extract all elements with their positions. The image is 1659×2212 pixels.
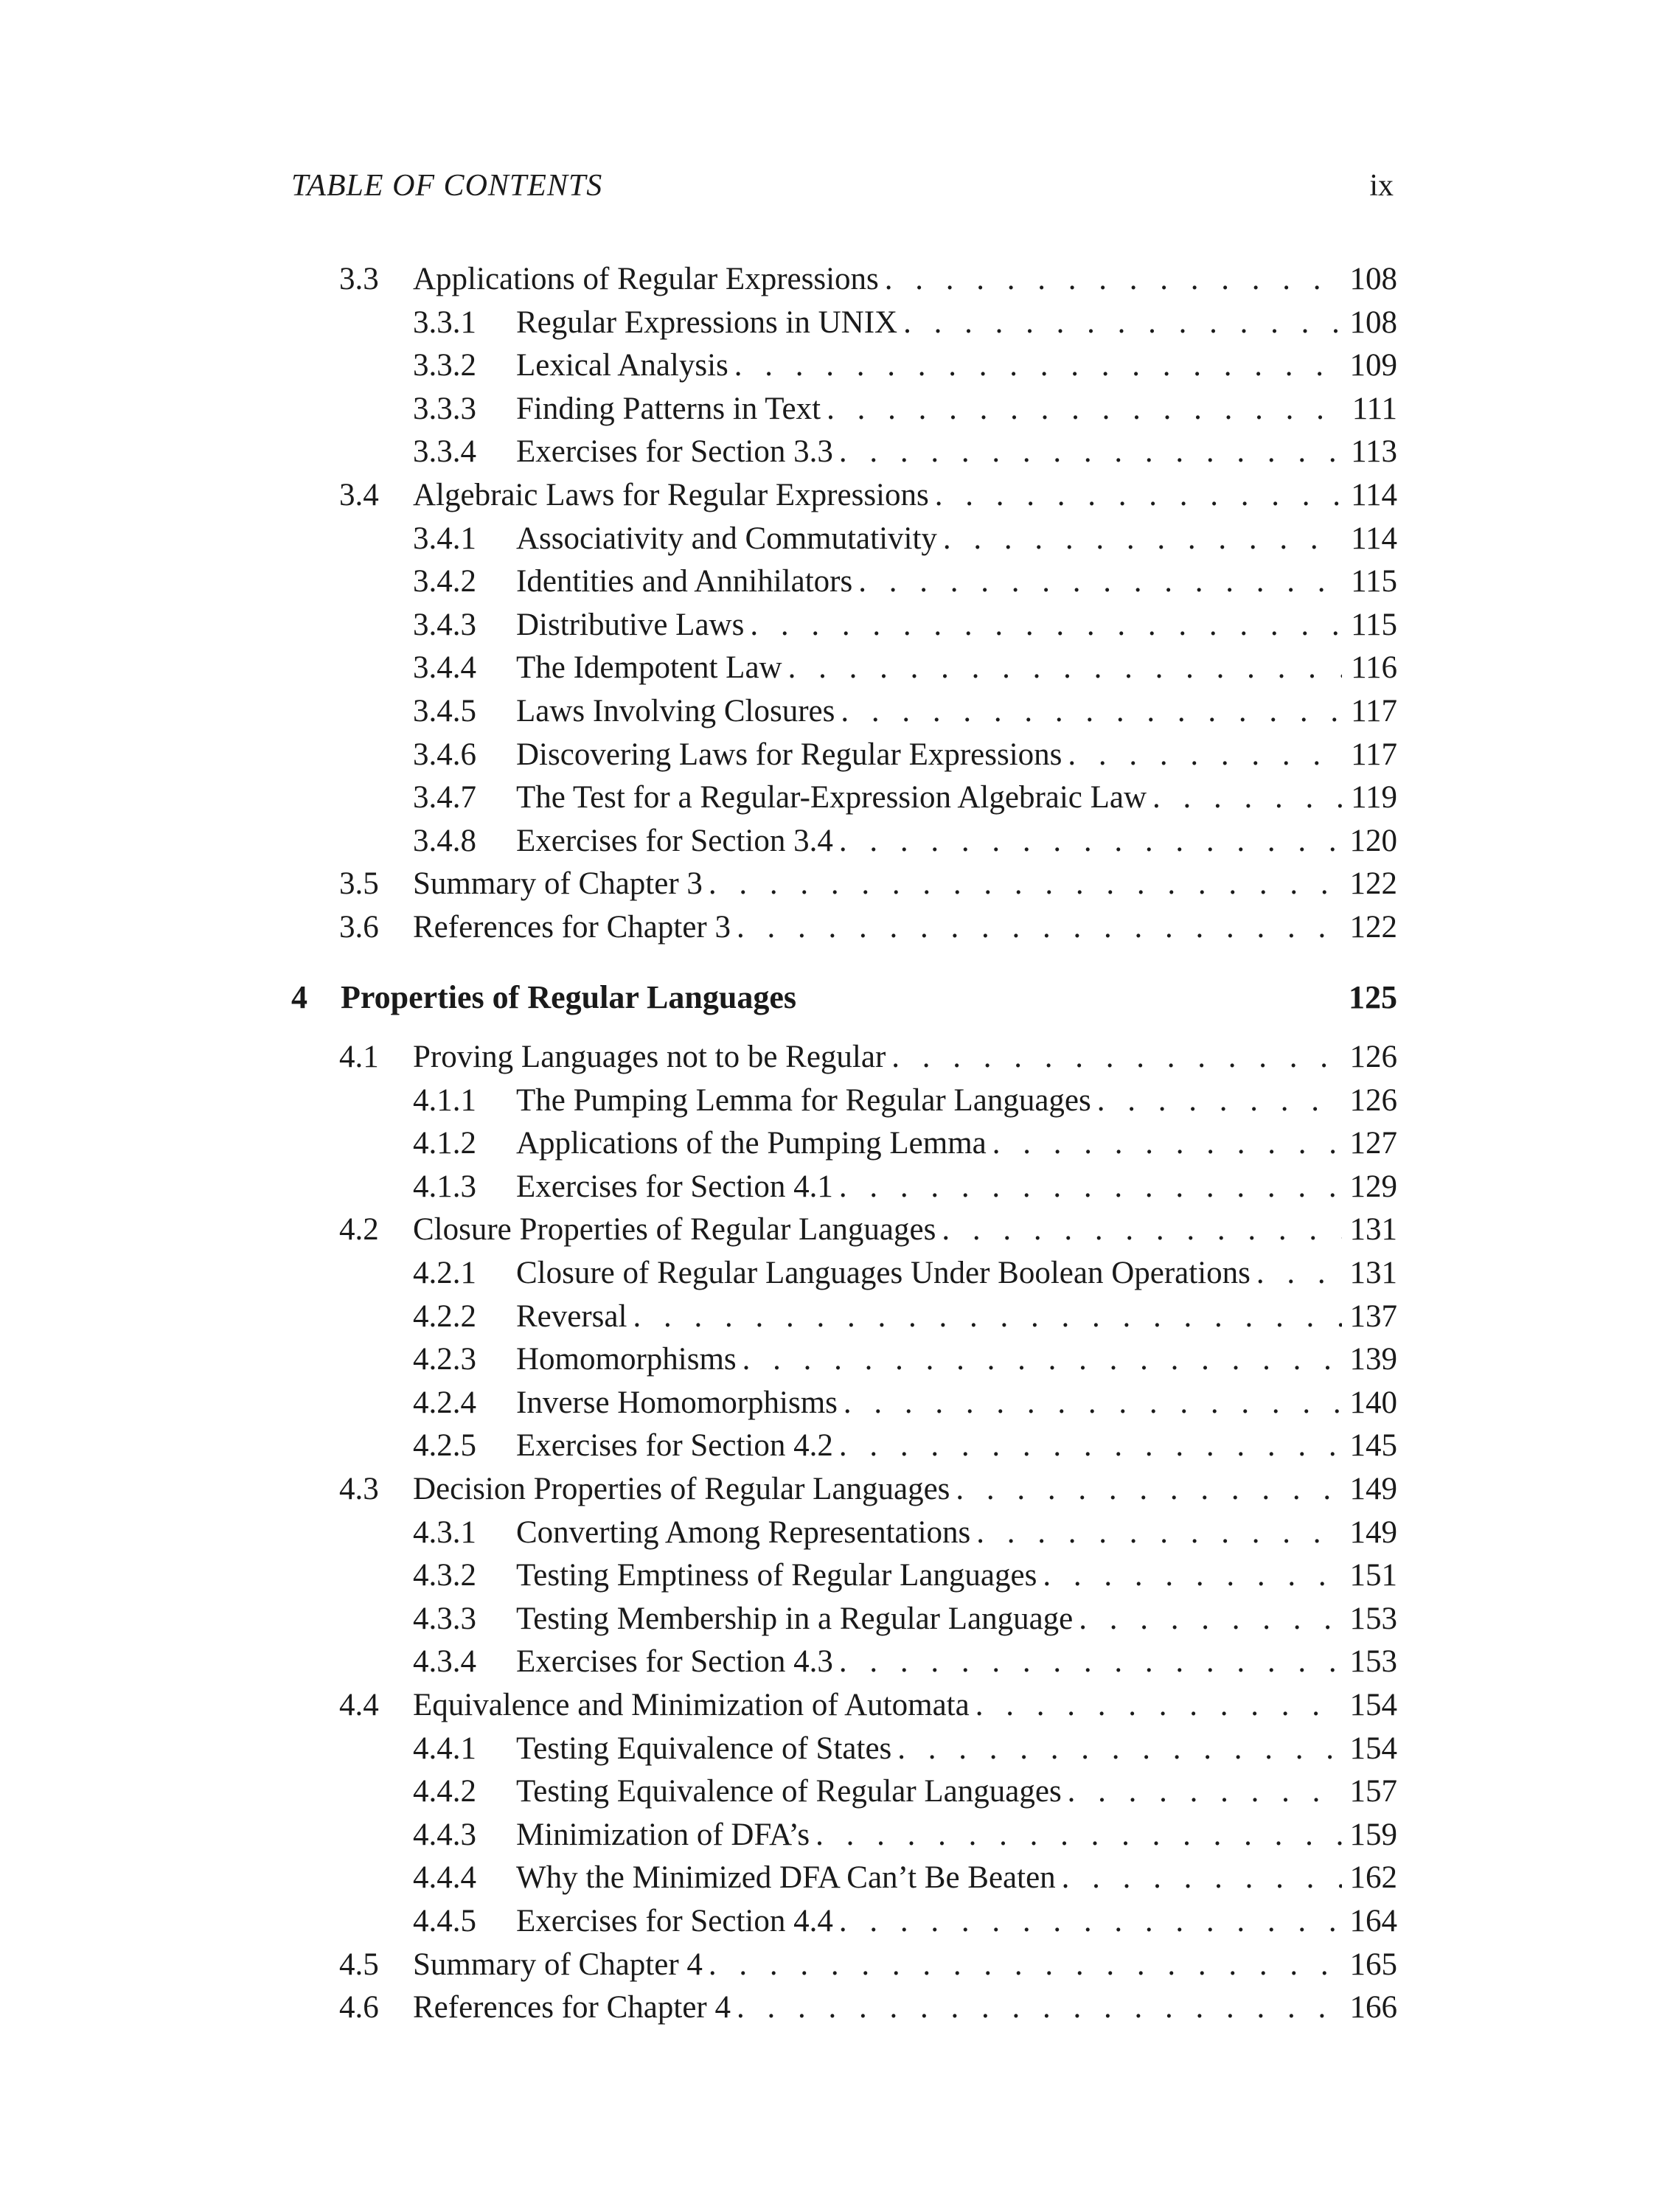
entry-title-line [516,1079,1342,1122]
running-header [291,168,1394,212]
entry-page: 154 [1349,1688,1397,1722]
toc-subsection-entry [0,1770,1659,1813]
entry-number: 4.2 [339,1212,379,1248]
entry-number: 3.5 [339,866,379,902]
dot-leader [833,431,1342,473]
entry-number: 3.4.2 [413,564,476,599]
entry-page: 108 [1349,262,1397,296]
entry-title: Laws Involving Closures [516,694,835,728]
dot-leader [970,1512,1342,1554]
entry-number: 4.3.2 [413,1558,476,1593]
entry-title-line [516,1814,1342,1857]
running-header-title: TABLE OF CONTENTS [291,169,603,203]
chapter-heading [0,975,1659,1020]
entry-number: 4.4.5 [413,1904,476,1938]
entry-title-line [516,1338,1342,1381]
entry-page: 131 [1349,1256,1397,1290]
toc-subsection-entry [0,518,1659,560]
entry-number: 4.4.1 [413,1731,476,1766]
toc-subsection-entry [0,388,1659,431]
entry-title-line [516,734,1342,776]
entry-number: 4.6 [339,1990,379,2025]
entry-title-line [413,1986,1342,2029]
entry-title: Algebraic Laws for Regular Expressions [413,478,929,512]
entry-page: 117 [1351,694,1397,728]
entry-title-line [516,1425,1342,1467]
dot-leader [886,1036,1342,1079]
toc-subsection-entry [0,1728,1659,1770]
entry-title-line [413,1684,1342,1727]
entry-title-line [413,1036,1342,1079]
entry-title-line [516,1512,1342,1554]
dot-leader [950,1468,1342,1511]
dot-leader [835,690,1342,733]
entry-number: 4.1 [339,1040,379,1074]
entry-title-line [516,604,1342,647]
toc-subsection-entry [0,1857,1659,1899]
entry-title: Applications of the Pumping Lemma [516,1126,987,1161]
toc-subsection-entry [0,431,1659,473]
toc-section-entry [0,906,1659,949]
entry-title: Minimization of DFA’s [516,1817,810,1852]
entry-number: 3.4.8 [413,823,476,858]
toc-section-entry [0,258,1659,301]
toc-subsection-entry [0,1900,1659,1943]
entry-page: 165 [1349,1947,1397,1982]
entry-number: 4.2.5 [413,1428,476,1464]
dot-leader [937,518,1342,560]
dot-leader [891,1728,1342,1770]
toc-subsection-entry [0,1598,1659,1641]
entry-title-line [516,302,1342,344]
toc-subsection-entry [0,1512,1659,1554]
entry-title-line [413,1468,1342,1511]
toc-subsection-entry [0,690,1659,733]
entry-title: Equivalence and Minimization of Automata [413,1688,970,1722]
entry-title-line [516,1641,1342,1683]
entry-title-line [516,776,1342,819]
entry-number: 4.3.3 [413,1601,476,1636]
entry-page: 114 [1351,478,1397,512]
entry-title-line [516,1295,1342,1338]
entry-page: 154 [1349,1731,1397,1766]
entry-title: References for Chapter 4 [413,1990,731,2025]
toc-subsection-entry [0,302,1659,344]
entry-title: Testing Equivalence of States [516,1731,892,1766]
entry-title: Distributive Laws [516,607,745,642]
entry-number: 3.4.1 [413,521,476,556]
entry-title: Closure of Regular Languages Under Boolean Operations [516,1256,1251,1290]
entry-title: Exercises for Section 4.2 [516,1428,833,1464]
entry-page: 162 [1349,1860,1397,1896]
page-number: ix [1369,169,1394,203]
entry-title-line [516,431,1342,473]
toc-section-entry [0,1036,1659,1079]
entry-title-line [516,1122,1342,1165]
entry-number: 4.3.1 [413,1514,476,1550]
entry-number: 3.4.6 [413,737,476,772]
entry-page: 151 [1349,1558,1397,1593]
entry-title-line [516,344,1342,387]
dot-leader [737,1338,1342,1381]
dot-leader [1073,1598,1342,1641]
entry-number: 4.2.4 [413,1385,476,1420]
entry-number: 3.3 [339,262,379,296]
entry-page: 166 [1349,1990,1397,2025]
dot-leader [970,1684,1342,1727]
dot-leader [936,1208,1342,1251]
entry-page: 126 [1349,1082,1397,1118]
entry-title-line [516,388,1342,431]
entry-number: 4.1.3 [413,1169,476,1204]
entry-title-line [516,1857,1342,1899]
entry-title-line [516,820,1342,863]
dot-leader [833,1641,1342,1683]
entry-title-line [516,1770,1342,1813]
entry-number: 4.5 [339,1947,379,1982]
entry-page: 129 [1349,1169,1397,1204]
entry-title: Why the Minimized DFA Can’t Be Beaten [516,1860,1056,1896]
entry-page: 114 [1351,521,1397,556]
entry-title: Testing Emptiness of Regular Languages [516,1558,1037,1593]
entry-title: Associativity and Commutativity [516,521,937,556]
entry-page: 122 [1349,910,1397,945]
dot-leader [897,302,1342,344]
entry-title: Proving Languages not to be Regular [413,1040,886,1074]
entry-title: Summary of Chapter 4 [413,1947,703,1982]
entry-page: 108 [1349,305,1397,340]
toc-subsection-entry [0,1382,1659,1425]
toc-subsection-entry [0,820,1659,863]
entry-title: Decision Properties of Regular Languages [413,1472,950,1506]
entry-title: Reversal [516,1298,627,1334]
toc-section-entry [0,1986,1659,2029]
entry-page: 145 [1349,1428,1397,1464]
entry-page: 131 [1349,1212,1397,1248]
dot-leader [1251,1252,1342,1295]
entry-title-line [413,474,1342,517]
dot-leader [929,474,1342,517]
dot-leader [879,258,1342,301]
toc-subsection-entry [0,604,1659,647]
entry-title: Inverse Homomorphisms [516,1385,838,1420]
dot-leader [731,906,1342,949]
entry-title-line [413,258,1342,301]
dot-leader [833,820,1342,863]
entry-page: 157 [1349,1774,1397,1809]
entry-page: 116 [1351,650,1397,686]
entry-page: 109 [1349,348,1397,383]
entry-number: 4.1.1 [413,1082,476,1118]
entry-page: 122 [1349,866,1397,902]
entry-title-line [413,863,1342,905]
toc-subsection-entry [0,1122,1659,1165]
entry-page: 149 [1349,1472,1397,1506]
dot-leader [627,1295,1342,1338]
toc-subsection-entry [0,776,1659,819]
entry-number: 4.4 [339,1688,379,1722]
dot-leader [833,1166,1342,1208]
toc-subsection-entry [0,734,1659,776]
entry-page: 153 [1349,1601,1397,1636]
dot-leader [838,1382,1342,1425]
chapter-number: 4 [291,979,307,1015]
entry-title: References for Chapter 3 [413,910,731,945]
entry-page: 115 [1351,607,1397,642]
dot-leader [782,647,1342,689]
entry-page: 126 [1349,1040,1397,1074]
entry-title: Discovering Laws for Regular Expressions [516,737,1062,772]
entry-page: 140 [1349,1385,1397,1420]
entry-number: 3.4.4 [413,650,476,686]
toc-subsection-entry [0,560,1659,603]
entry-title: Finding Patterns in Text [516,391,821,426]
entry-title-line [516,560,1342,603]
toc-subsection-entry [0,1295,1659,1338]
entry-number: 3.3.1 [413,305,476,340]
dot-leader [1062,734,1342,776]
entry-title-line [413,906,1342,949]
dot-leader [731,1986,1342,2029]
entry-title: Homomorphisms [516,1342,737,1377]
dot-leader [987,1122,1342,1165]
entry-number: 3.4.3 [413,607,476,642]
entry-title-line [516,1166,1342,1208]
dot-leader [744,604,1342,647]
toc-section-entry [0,1944,1659,1986]
entry-title: The Idempotent Law [516,650,782,686]
dot-leader [728,344,1342,387]
entry-number: 3.4 [339,478,379,512]
entry-title-line [516,1554,1342,1597]
entry-page: 149 [1349,1514,1397,1550]
toc-section-entry [0,1208,1659,1251]
entry-number: 3.6 [339,910,379,945]
entry-title-line [516,1728,1342,1770]
chapter-page: 125 [1349,979,1397,1015]
toc-subsection-entry [0,1252,1659,1295]
dot-leader [1091,1079,1342,1122]
toc-subsection-entry [0,344,1659,387]
chapter-title: Properties of Regular Languages [341,979,796,1015]
toc-subsection-entry [0,1166,1659,1208]
dot-leader [833,1900,1342,1943]
entry-number: 4.4.2 [413,1774,476,1809]
entry-title: Exercises for Section 4.4 [516,1904,833,1938]
entry-title: Summary of Chapter 3 [413,866,703,902]
entry-title: Exercises for Section 4.3 [516,1644,833,1680]
dot-leader [703,863,1342,905]
entry-page: 164 [1349,1904,1397,1938]
entry-page: 127 [1349,1126,1397,1161]
entry-number: 4.1.2 [413,1126,476,1161]
entry-number: 3.4.7 [413,780,476,815]
entry-title: Applications of Regular Expressions [413,262,879,296]
entry-page: 113 [1351,434,1397,470]
toc-subsection-entry [0,1425,1659,1467]
toc-subsection-entry [0,1338,1659,1381]
entry-number: 3.4.5 [413,694,476,728]
entry-number: 4.4.3 [413,1817,476,1852]
entry-number: 4.2.1 [413,1256,476,1290]
entry-title-line [413,1208,1342,1251]
entry-title: Converting Among Representations [516,1514,971,1550]
entry-page: 111 [1352,391,1397,426]
dot-leader [821,388,1342,431]
entry-title-line [516,690,1342,733]
entry-title-line [516,1252,1342,1295]
toc-section-entry [0,474,1659,517]
toc-subsection-entry [0,1554,1659,1597]
entry-page: 115 [1351,564,1397,599]
toc-subsection-entry [0,1641,1659,1683]
entry-number: 3.3.4 [413,434,476,470]
dot-leader [703,1944,1342,1986]
entry-title: Exercises for Section 4.1 [516,1169,833,1204]
entry-number: 4.2.3 [413,1342,476,1377]
entry-number: 3.3.2 [413,348,476,383]
entry-title-line [516,1598,1342,1641]
entry-title: Identities and Annihilators [516,564,853,599]
toc-subsection-entry [0,1079,1659,1122]
entry-page: 153 [1349,1644,1397,1680]
dot-leader [1056,1857,1342,1899]
entry-page: 117 [1351,737,1397,772]
entry-title: Regular Expressions in UNIX [516,305,898,340]
entry-page: 119 [1351,780,1397,815]
entry-number: 4.3 [339,1472,379,1506]
dot-leader [1062,1770,1342,1813]
dot-leader [852,560,1342,603]
toc-section-entry [0,863,1659,905]
entry-title-line [516,518,1342,560]
entry-title-line [413,1944,1342,1986]
entry-title-line [516,1900,1342,1943]
dot-leader [1037,1554,1342,1597]
entry-number: 4.2.2 [413,1298,476,1334]
entry-title-line [516,647,1342,689]
entry-title: Lexical Analysis [516,348,728,383]
entry-number: 3.3.3 [413,391,476,426]
entry-page: 120 [1349,823,1397,858]
entry-number: 4.4.4 [413,1860,476,1896]
entry-title: The Test for a Regular-Expression Algebraic Law [516,780,1147,815]
entry-title: Testing Membership in a Regular Language [516,1601,1074,1636]
entry-title-line [516,1382,1342,1425]
dot-leader [810,1814,1342,1857]
entry-title: Exercises for Section 3.3 [516,434,833,470]
entry-title: The Pumping Lemma for Regular Languages [516,1082,1091,1118]
toc-section-entry [0,1468,1659,1511]
dot-leader [833,1425,1342,1467]
toc-section-entry [0,1684,1659,1727]
entry-page: 137 [1349,1298,1397,1334]
toc-subsection-entry [0,647,1659,689]
entry-title: Exercises for Section 3.4 [516,823,833,858]
toc-subsection-entry [0,1814,1659,1857]
dot-leader [1147,776,1342,819]
entry-number: 4.3.4 [413,1644,476,1680]
entry-title: Testing Equivalence of Regular Languages [516,1774,1062,1809]
entry-title: Closure Properties of Regular Languages [413,1212,936,1248]
entry-page: 159 [1349,1817,1397,1852]
entry-page: 139 [1349,1342,1397,1377]
